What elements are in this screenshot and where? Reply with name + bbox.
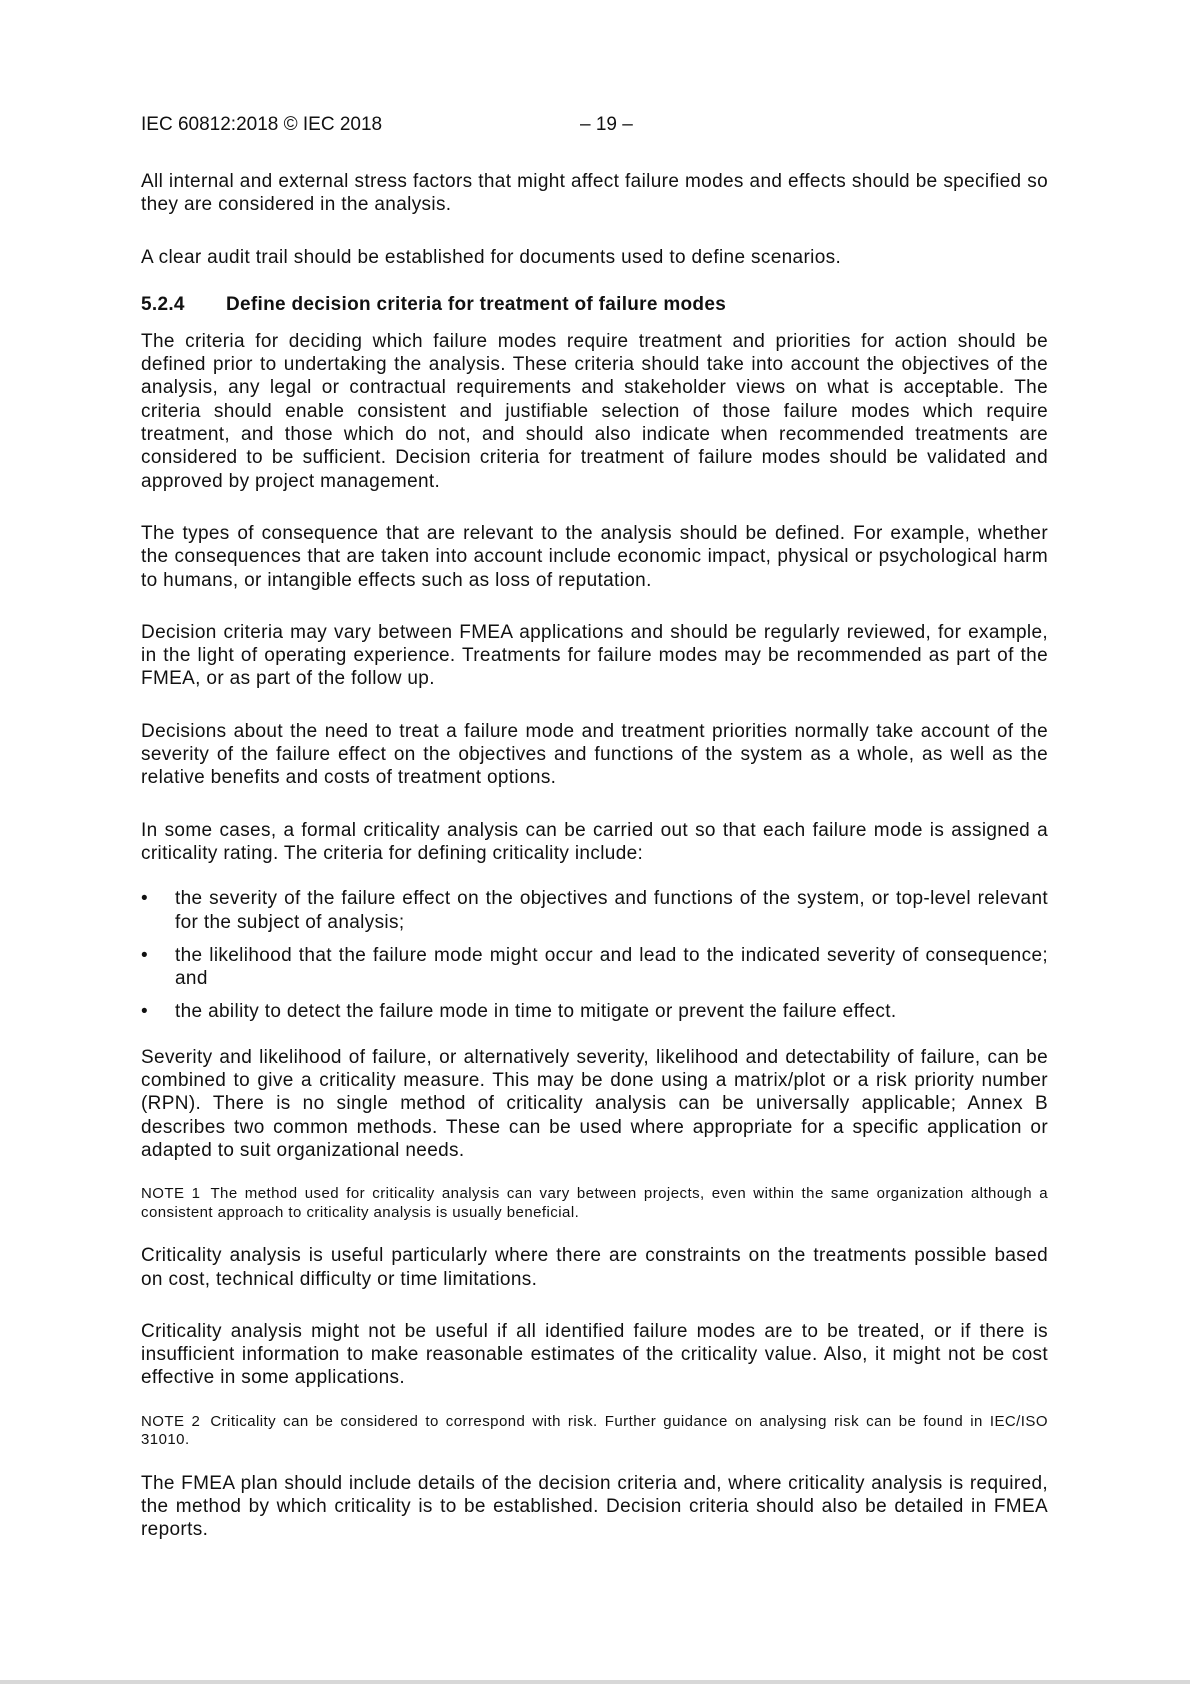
note-label: NOTE 2 xyxy=(141,1412,201,1430)
section-title: Define decision criteria for treatment of failure modes xyxy=(226,293,727,315)
list-item xyxy=(141,887,1048,934)
list-item-text: the ability to detect the failure mode in time to mitigate or prevent the failure effect. xyxy=(175,1001,897,1023)
page-header xyxy=(141,112,1048,140)
paragraph-criticality-rating: In some cases, a formal criticality analysis can be carried out so that each failure mode is assigned a criticality rating. The criteria for defining criticality include: xyxy=(141,819,1048,864)
note-text: Criticality can be considered to correspond with risk. Further guidance on analysing risk can be found in IEC/ISO 31010. xyxy=(141,1412,1048,1449)
paragraph-consequence-types: The types of consequence that are relevant to the analysis should be defined. For example, whether the consequences that are taken into account include economic impact, physical or psychological harm to humans, or intangible effects such as loss of reputation. xyxy=(141,522,1048,591)
paragraph-criteria: The criteria for deciding which failure modes require treatment and priorities for action should be defined prior to undertaking the analysis. These criteria should take into account the objectives of the analysis, any legal or contractual requirements and stakeholder views on what is acceptable. The criteria should enable consistent and justifiable selection of those failure modes which require treatment, and those which do not, and should also indicate when recommended treatments are considered to be sufficient. Decision criteria for treatment of failure modes should be validated and approved by project management. xyxy=(141,330,1048,492)
note-2 xyxy=(141,1413,1048,1450)
list-item xyxy=(141,944,1048,991)
bullet-icon: • xyxy=(141,888,149,910)
document-body xyxy=(141,170,1048,1542)
paragraph-audit-trail: A clear audit trail should be established for documents used to define scenarios. xyxy=(141,246,842,268)
paragraph-criticality-useful: Criticality analysis is useful particularly where there are constraints on the treatments possible based on cost, technical difficulty or time limitations. xyxy=(141,1245,1048,1290)
criticality-criteria-list xyxy=(141,887,1048,1023)
paragraph-stress-factors: All internal and external stress factors that might affect failure modes and effects should be specified so they are considered in the analysis. xyxy=(141,171,1048,216)
paragraph-decision-criteria-vary: Decision criteria may vary between FMEA applications and should be regularly reviewed, for example, in the light of operating experience. Treatments for failure modes may be recommended as part of the FMEA, or as part of the follow up. xyxy=(141,621,1048,690)
page-bottom-edge xyxy=(0,1680,1190,1684)
note-label: NOTE 1 xyxy=(141,1185,201,1203)
note-text: The method used for criticality analysis can vary between projects, even within the same organization although a consistent approach to criticality analysis is usually beneficial. xyxy=(141,1185,1048,1221)
list-item-text: the severity of the failure effect on the objectives and functions of the system, or top-level relevant for the subject of analysis; xyxy=(175,888,1048,933)
section-heading xyxy=(141,293,1048,316)
section-number: 5.2.4 xyxy=(141,293,185,315)
page-number: – 19 – xyxy=(580,114,633,135)
bullet-icon: • xyxy=(141,944,149,966)
standard-identifier: IEC 60812:2018 © IEC 2018 xyxy=(141,114,383,135)
paragraph-treatment-decisions: Decisions about the need to treat a failure mode and treatment priorities normally take account of the severity of the failure effect on the objectives and functions of the system as a whole, as well as the relative benefits and costs of treatment options. xyxy=(141,720,1048,789)
note-1 xyxy=(141,1185,1048,1222)
list-item-text: the likelihood that the failure mode might occur and lead to the indicated severity of consequence; and xyxy=(175,944,1048,990)
document-page xyxy=(141,112,1048,1571)
bullet-icon: • xyxy=(141,1001,149,1023)
paragraph-fmea-plan: The FMEA plan should include details of the decision criteria and, where criticality analysis is required, the method by which criticality is to be established. Decision criteria should also be detailed in FMEA reports. xyxy=(141,1472,1048,1541)
paragraph-criticality-not-useful: Criticality analysis might not be useful if all identified failure modes are to be treated, or if there is insufficient information to make reasonable estimates of the criticality value. Also, it might not be cost effective in some applications. xyxy=(141,1320,1048,1389)
list-item xyxy=(141,1000,1048,1023)
paragraph-criticality-measure: Severity and likelihood of failure, or alternatively severity, likelihood and detectability of failure, can be combined to give a criticality measure. This may be done using a matrix/plot or a risk priority number (RPN). There is no single method of criticality analysis can be universally applicable; Annex B describes two common methods. These can be used where appropriate for a specific application or adapted to suit organizational needs. xyxy=(141,1046,1048,1161)
